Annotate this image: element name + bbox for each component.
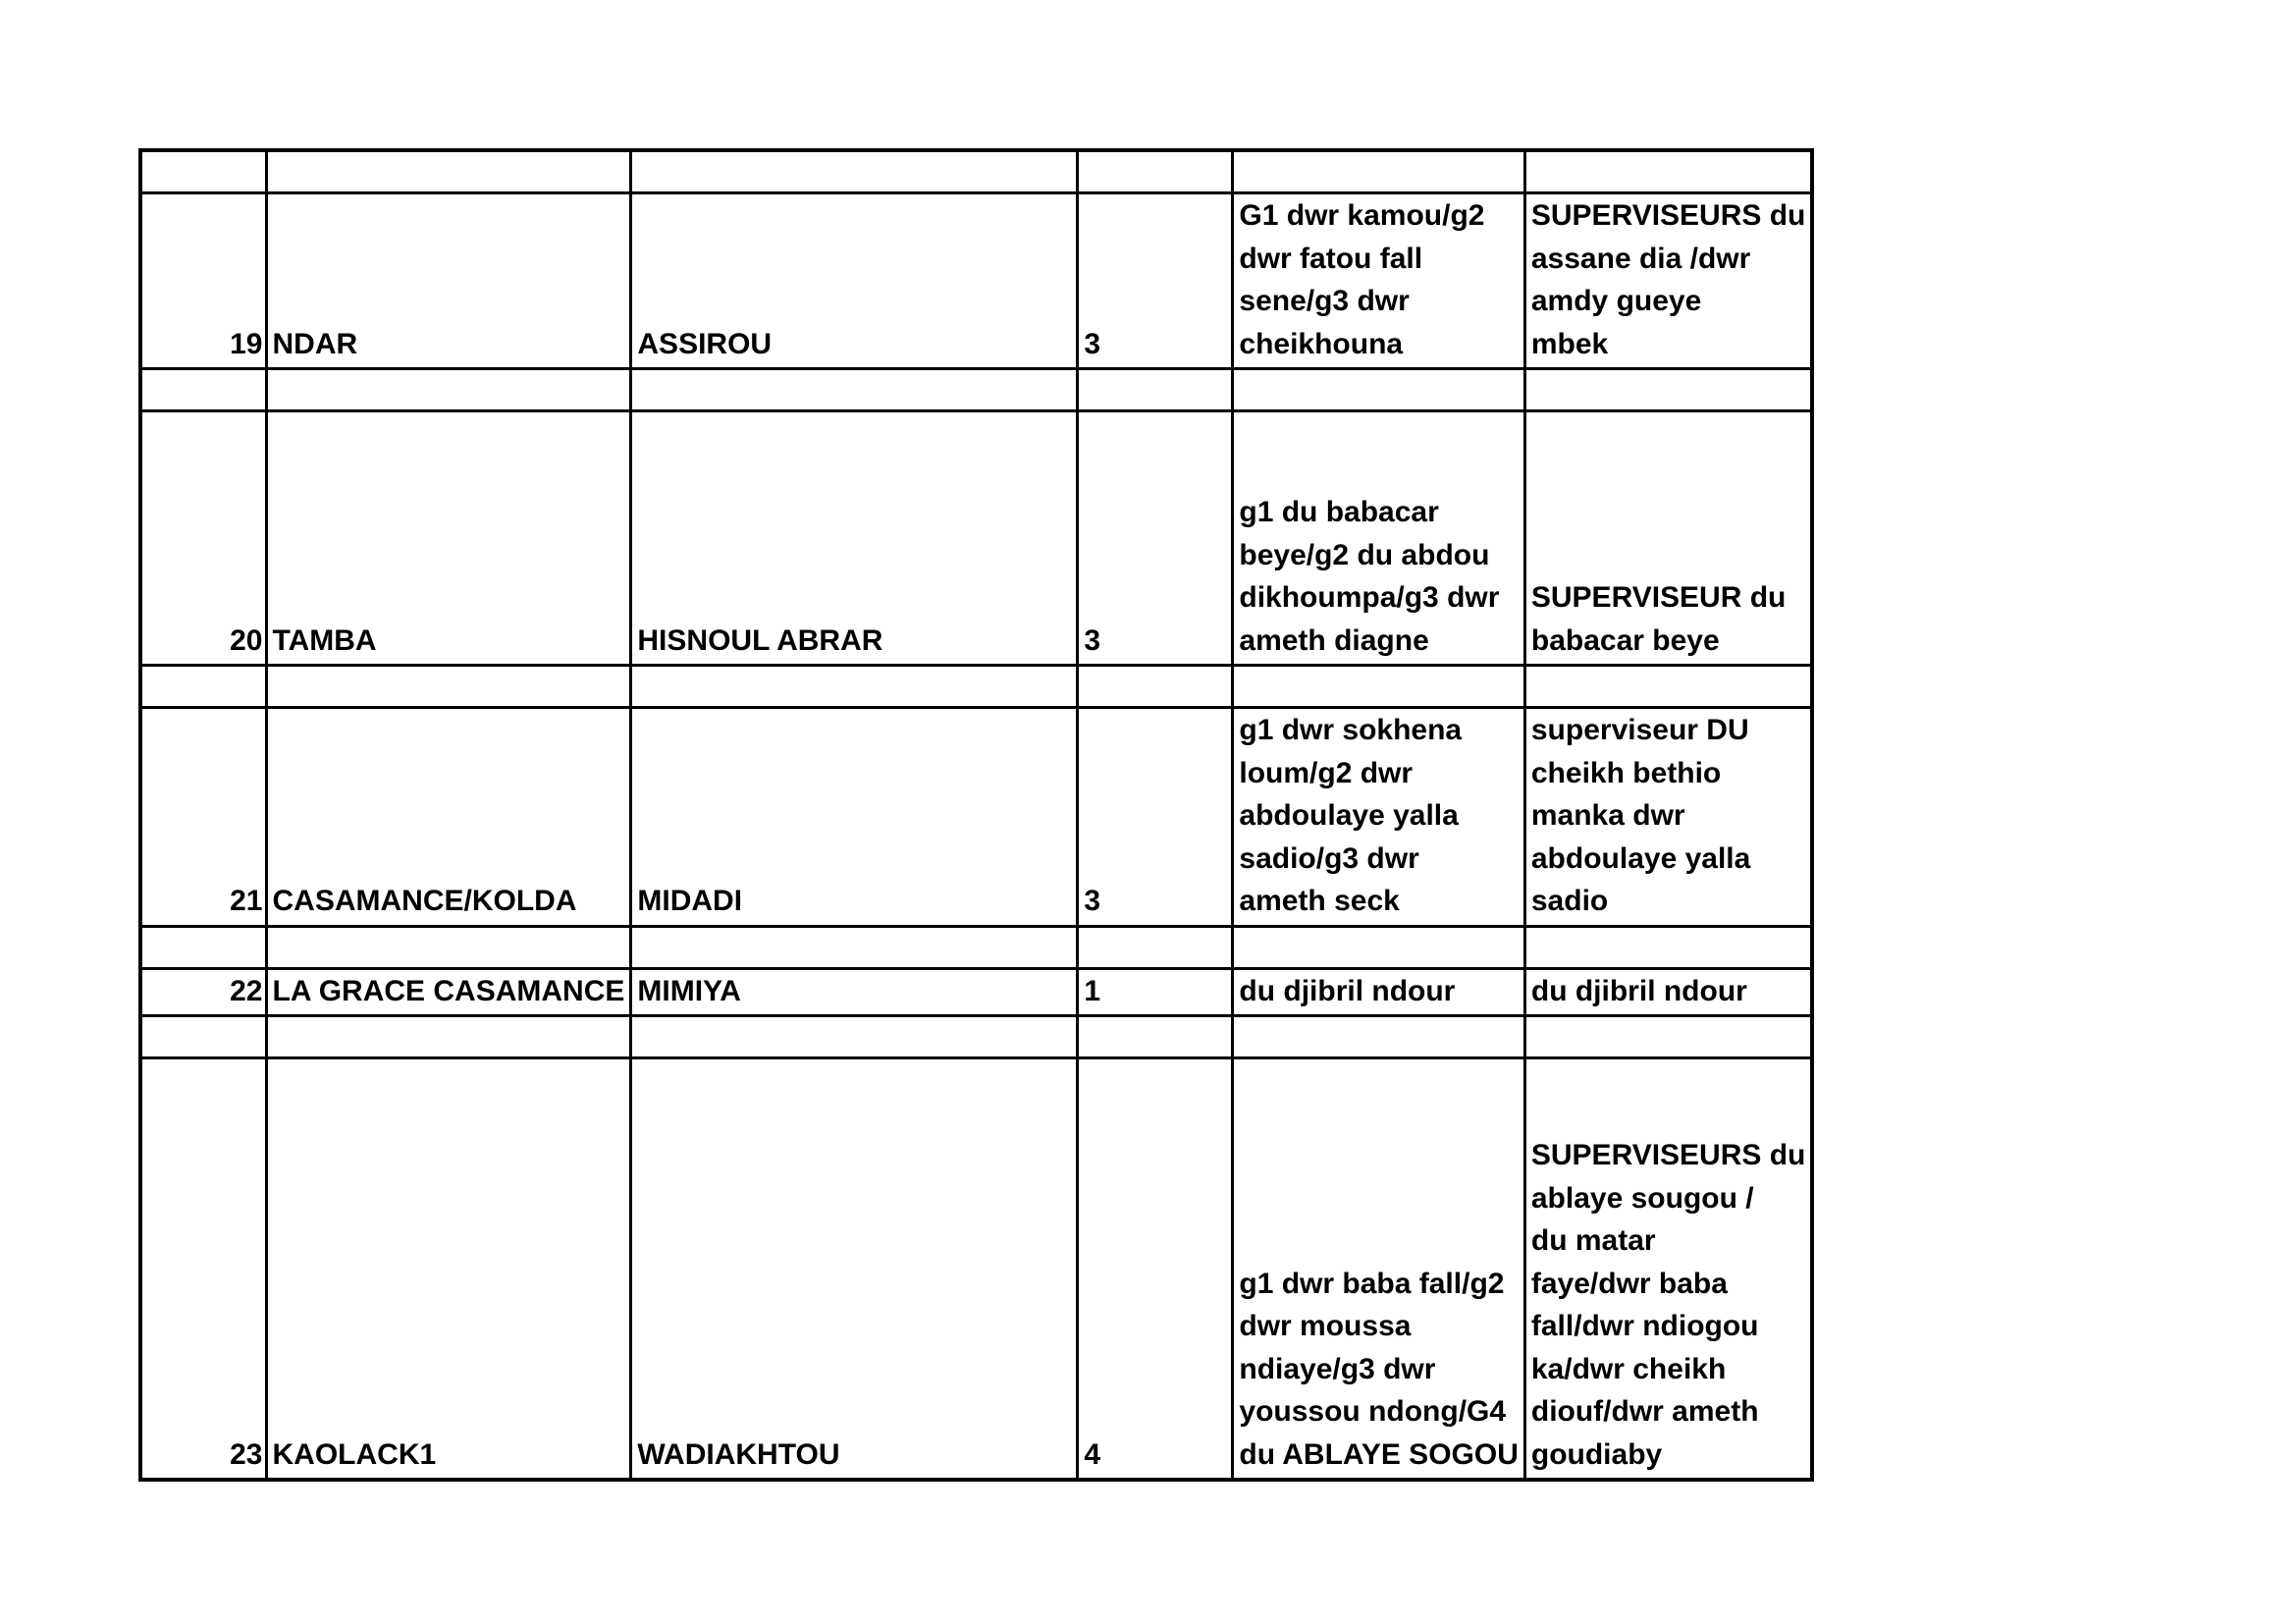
supervisors-line: diouf/dwr ameth: [1530, 1395, 1759, 1428]
groups-cell: [1233, 193, 1524, 369]
supervisors-line: ablaye sougou /: [1530, 1181, 1754, 1215]
supervisors-line: superviseur DU: [1530, 714, 1749, 746]
region-cell: KAOLACK1: [266, 1058, 631, 1481]
groups-line: ndiaye/g3 dwr: [1239, 1352, 1436, 1385]
groups-line: dwr fatou fall: [1239, 242, 1423, 275]
empty-cell: [1233, 150, 1524, 193]
table-row: [140, 193, 1812, 369]
supervisors-cell: [1524, 411, 1812, 666]
name-cell: MIMIYA: [631, 968, 1078, 1016]
groups-line: sene/g3 dwr: [1239, 285, 1410, 317]
supervisors-line: fall/dwr ndiogou: [1530, 1310, 1759, 1342]
groups-line: g1 dwr baba fall/g2: [1239, 1267, 1505, 1300]
empty-cell: [631, 666, 1078, 708]
row-number: 21: [140, 708, 266, 927]
count-cell: 3: [1078, 411, 1233, 666]
empty-cell: [266, 1016, 631, 1058]
groups-line: dwr moussa: [1239, 1310, 1412, 1342]
empty-row: [140, 1016, 1812, 1058]
empty-cell: [1524, 1016, 1812, 1058]
name-cell: WADIAKHTOU: [631, 1058, 1078, 1481]
empty-cell: [1078, 1016, 1233, 1058]
table-row: [140, 708, 1812, 927]
supervisors-cell: [1524, 708, 1812, 927]
supervisors-line: cheikh bethio: [1530, 756, 1722, 789]
empty-cell: [1078, 666, 1233, 708]
empty-cell: [631, 150, 1078, 193]
groups-line: du djibril ndour: [1239, 974, 1456, 1007]
groups-cell: [1233, 411, 1524, 666]
empty-row: [140, 369, 1812, 411]
schedule-table: [138, 148, 1814, 1482]
groups-line: abdoulaye yalla: [1239, 799, 1459, 832]
groups-cell: [1233, 1058, 1524, 1481]
empty-cell: [1078, 369, 1233, 411]
empty-cell: [140, 1016, 266, 1058]
groups-cell: [1233, 968, 1524, 1016]
empty-cell: [140, 150, 266, 193]
name-cell: HISNOUL ABRAR: [631, 411, 1078, 666]
supervisors-line: mbek: [1530, 327, 1609, 360]
name-cell: ASSIROU: [631, 193, 1078, 369]
supervisors-line: du matar: [1530, 1224, 1656, 1257]
groups-line: ameth diagne: [1239, 623, 1429, 657]
supervisors-line: assane dia /dwr: [1530, 242, 1751, 275]
supervisors-cell: [1524, 968, 1812, 1016]
empty-cell: [1524, 926, 1812, 968]
supervisors-line: SUPERVISEURS du: [1530, 1139, 1806, 1171]
row-number: 23: [140, 1058, 266, 1481]
row-number: 19: [140, 193, 266, 369]
row-number: 22: [140, 968, 266, 1016]
supervisors-line: ka/dwr cheikh: [1530, 1352, 1727, 1385]
groups-line: du ABLAYE SOGOU: [1239, 1437, 1519, 1471]
count-cell: 1: [1078, 968, 1233, 1016]
empty-cell: [1524, 369, 1812, 411]
supervisors-line: amdy gueye: [1530, 285, 1702, 317]
empty-cell: [1233, 666, 1524, 708]
groups-line: sadio/g3 dwr: [1239, 841, 1419, 875]
empty-row: [140, 150, 1812, 193]
table-row: [140, 968, 1812, 1016]
supervisors-line: du djibril ndour: [1530, 974, 1747, 1007]
empty-cell: [140, 666, 266, 708]
supervisors-line: babacar beye: [1530, 623, 1720, 657]
supervisors-cell: [1524, 193, 1812, 369]
region-cell: NDAR: [266, 193, 631, 369]
empty-row: [140, 666, 1812, 708]
groups-line: g1 du babacar: [1239, 496, 1439, 528]
empty-cell: [1233, 369, 1524, 411]
row-number: 20: [140, 411, 266, 666]
supervisors-line: SUPERVISEURS du: [1530, 199, 1806, 232]
supervisors-line: SUPERVISEUR du: [1530, 581, 1787, 614]
empty-cell: [266, 666, 631, 708]
groups-line: loum/g2 dwr: [1239, 756, 1414, 789]
groups-line: G1 dwr kamou/g2: [1239, 199, 1485, 232]
empty-cell: [266, 369, 631, 411]
empty-cell: [631, 1016, 1078, 1058]
supervisors-cell: [1524, 1058, 1812, 1481]
empty-cell: [631, 369, 1078, 411]
groups-line: ameth seck: [1239, 885, 1400, 917]
empty-cell: [1524, 666, 1812, 708]
supervisors-line: manka dwr: [1530, 799, 1685, 832]
empty-cell: [266, 926, 631, 968]
empty-cell: [140, 926, 266, 968]
count-cell: 4: [1078, 1058, 1233, 1481]
groups-line: g1 dwr sokhena: [1239, 714, 1463, 746]
empty-cell: [1524, 150, 1812, 193]
supervisors-line: abdoulaye yalla: [1530, 841, 1751, 875]
supervisors-line: sadio: [1530, 885, 1609, 917]
groups-line: youssou ndong/G4: [1239, 1395, 1507, 1428]
empty-cell: [266, 150, 631, 193]
empty-cell: [1078, 926, 1233, 968]
supervisors-line: faye/dwr baba: [1530, 1267, 1728, 1300]
groups-line: cheikhouna: [1239, 327, 1404, 360]
empty-cell: [1233, 926, 1524, 968]
table-row: [140, 411, 1812, 666]
groups-line: beye/g2 du abdou: [1239, 538, 1490, 571]
count-cell: 3: [1078, 193, 1233, 369]
table-row: [140, 1058, 1812, 1481]
empty-row: [140, 926, 1812, 968]
name-cell: MIDADI: [631, 708, 1078, 927]
supervisors-line: goudiaby: [1530, 1437, 1663, 1471]
empty-cell: [631, 926, 1078, 968]
empty-cell: [140, 369, 266, 411]
groups-line: dikhoumpa/g3 dwr: [1239, 581, 1500, 614]
region-cell: LA GRACE CASAMANCE: [266, 968, 631, 1016]
region-cell: CASAMANCE/KOLDA: [266, 708, 631, 927]
region-cell: TAMBA: [266, 411, 631, 666]
empty-cell: [1078, 150, 1233, 193]
count-cell: 3: [1078, 708, 1233, 927]
groups-cell: [1233, 708, 1524, 927]
empty-cell: [1233, 1016, 1524, 1058]
